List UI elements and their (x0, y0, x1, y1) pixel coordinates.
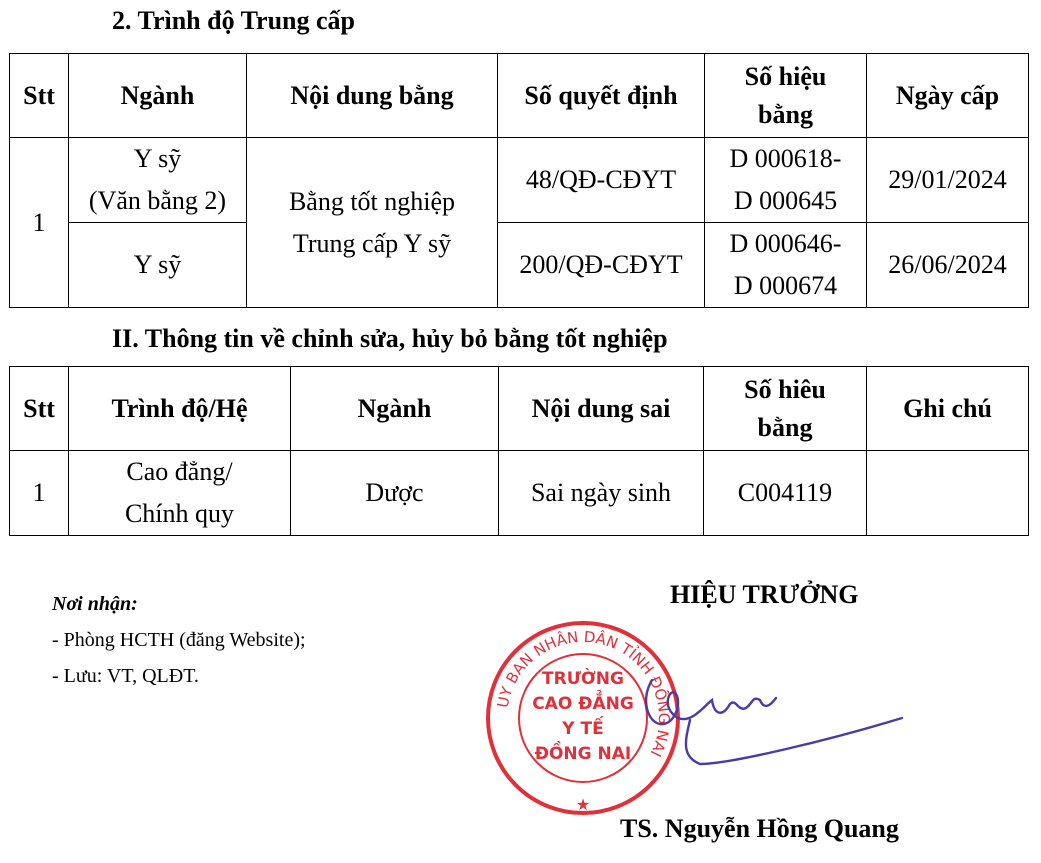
signer-name: TS. Nguyễn Hồng Quang (620, 814, 899, 843)
table-row (10, 223, 1029, 308)
table-row (10, 138, 1029, 223)
cell-nganh: Dược (291, 451, 499, 536)
cell-noi-dung-line2: Trung cấp Y sỹ (292, 228, 452, 258)
header-nganh: Ngành (291, 367, 499, 451)
recipients-title: Nơi nhận: (52, 593, 138, 615)
recipients-block (52, 586, 306, 694)
cell-so-hieu-line2: D 000674 (733, 271, 838, 300)
recipient-item: - Lưu: VT, QLĐT. (52, 665, 199, 687)
header-so-hieu-line1: Số hiệu (744, 61, 827, 91)
cell-so-hieu-line2: D 000645 (733, 186, 838, 215)
table-row (10, 451, 1029, 536)
cell-trinh-do-line1: Cao đẳng/ (126, 457, 233, 486)
handwritten-signature (630, 660, 920, 770)
cell-so-quyet-dinh: 200/QĐ-CĐYT (498, 223, 705, 308)
cell-stt: 1 (10, 138, 69, 308)
cell-trinh-do-line2: Chính quy (124, 499, 235, 528)
header-so-hieu (705, 54, 867, 138)
cell-so-quyet-dinh: 48/QĐ-CĐYT (498, 138, 705, 223)
header-so-hieu-line2: bằng (758, 99, 813, 129)
cell-stt: 1 (10, 451, 69, 536)
table-header-row (10, 54, 1029, 138)
cell-ngay-cap: 26/06/2024 (867, 223, 1029, 308)
cell-nganh (69, 138, 247, 223)
table-header-row (10, 367, 1029, 451)
header-trinh-do: Trình độ/Hệ (69, 367, 291, 451)
header-so-quyet-dinh: Số quyết định (498, 54, 705, 138)
header-ghi-chu: Ghi chú (867, 367, 1029, 451)
chinh-sua-table (9, 366, 1029, 536)
seal-line2: CAO ĐẲNG (532, 694, 634, 714)
seal-star-icon: ★ (575, 797, 591, 814)
trung-cap-table (9, 53, 1029, 308)
cell-nganh-line2: (Văn bằng 2) (88, 186, 227, 215)
cell-so-hieu (705, 223, 867, 308)
cell-nganh-line1: Y sỹ (133, 144, 182, 173)
cell-noi-dung-sai: Sai ngày sinh (499, 451, 704, 536)
header-stt: Stt (10, 54, 69, 138)
section-heading-chinh-sua: II. Thông tin về chỉnh sửa, hủy bỏ bằng tốt nghiệp (112, 324, 668, 353)
header-noi-dung-sai: Nội dung sai (499, 367, 704, 451)
cell-noi-dung-line1: Bằng tốt nghiệp (288, 186, 456, 216)
section-heading-trung-cap: 2. Trình độ Trung cấp (112, 6, 355, 35)
header-so-hieu-line2: bằng (757, 412, 813, 442)
header-noi-dung: Nội dung bằng (247, 54, 498, 138)
seal-outer-text: UY BAN NHÂN DÂN TỈNH ĐỒNG NAI (493, 627, 674, 760)
cell-so-hieu-line1: D 000646- (729, 229, 842, 258)
header-so-hieu (704, 367, 867, 451)
seal-line3: Y TẾ (562, 719, 604, 739)
seal-line4: ĐỒNG NAI (534, 744, 632, 764)
header-so-hieu-line1: Số hiêu (744, 374, 826, 404)
seal-line1: TRƯỜNG (542, 669, 624, 689)
cell-noi-dung (247, 138, 498, 308)
recipient-item: - Phòng HCTH (đăng Website); (52, 629, 306, 651)
header-stt: Stt (10, 367, 69, 451)
signer-title: HIỆU TRƯỞNG (670, 580, 859, 609)
cell-nganh: Y sỹ (69, 223, 247, 308)
header-nganh: Ngành (69, 54, 247, 138)
cell-trinh-do (69, 451, 291, 536)
header-ngay-cap: Ngày cấp (867, 54, 1029, 138)
cell-ngay-cap: 29/01/2024 (867, 138, 1029, 223)
cell-ghi-chu (867, 451, 1029, 536)
cell-so-hieu: C004119 (704, 451, 867, 536)
cell-so-hieu (705, 138, 867, 223)
cell-so-hieu-line1: D 000618- (729, 144, 842, 173)
